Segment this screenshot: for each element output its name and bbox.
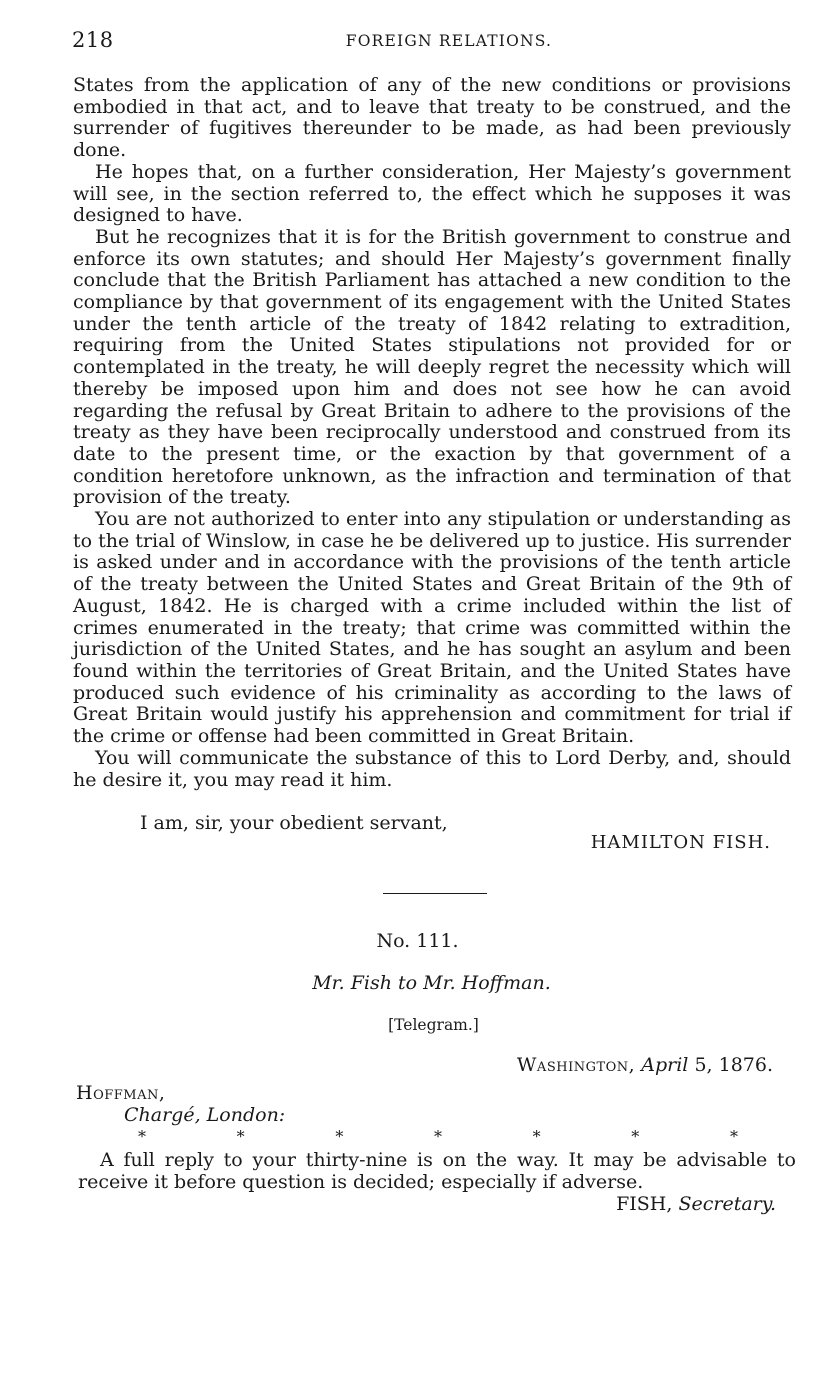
asterisk: * — [532, 1127, 541, 1146]
addressee-name: Hoffman, — [76, 1082, 166, 1104]
ellipsis-asterisks — [138, 1127, 738, 1147]
page-header — [72, 28, 790, 58]
letter-paragraph: He hopes that, on a further consideration, Her Majesty’s government will see, in the section referred to, the effect which he supposes it was designed to have. — [73, 160, 791, 227]
asterisk: * — [335, 1127, 344, 1146]
asterisk: * — [433, 1127, 442, 1146]
letter-body — [73, 75, 791, 791]
section-divider — [383, 893, 487, 894]
asterisk: * — [138, 1127, 146, 1146]
dateline-month: April — [641, 1054, 689, 1076]
document-number: No. 111. — [376, 930, 459, 952]
dateline — [517, 1054, 773, 1076]
page-number: 218 — [72, 28, 114, 52]
telegram-signature — [616, 1193, 776, 1215]
letter-signature: HAMILTON FISH. — [590, 832, 771, 853]
letter-closing: I am, sir, your obedient servant, — [140, 812, 448, 834]
letter-paragraph: You will communicate the substance of this to Lord Derby, and, should he desire it, you may read it him. — [73, 746, 791, 791]
letter-paragraph: You are not authorized to enter into any stipulation or understanding as to the trial of Winslow, in case he be delivered up to justice. His surrender is asked under and in accordance with the provisions of the tenth article of the treaty between the United States and Great Britain of the 9th of August, 1842. He is charged with a crime included within the list of crimes enumerated in the treaty; that crime was committed within the jurisdiction of the United States, and he has sought an asylum and been found within the territories of Great Britain, and the United States have produced such evidence of his criminality as according to the laws of Great Britain would justify his apprehension and commitment for trial if the crime or offense had been committed in Great Britain. — [73, 508, 791, 748]
telegram-message: A full reply to your thirty-nine is on the way. It may be advisable to receive it before question is decided; especially if adverse. — [78, 1149, 796, 1193]
document-title: Mr. Fish to Mr. Hoffman. — [312, 972, 551, 994]
letter-paragraph-continued: States from the application of any of the new conditions or provisions embodied in that act, and to leave that treaty to be construed, and the surrender of fugitives thereunder to be made, as had been previously done. — [73, 74, 791, 162]
signature-name: FISH, — [616, 1193, 673, 1215]
asterisk: * — [236, 1127, 245, 1146]
letter-paragraph: But he recognizes that it is for the British government to construe and enforce its own statutes; and should Her Majesty’s government finally conclude that the British Parliament has attached a new condition to the compliance by that government of its engagement with the United States under the tenth article of the treaty of 1842 relating to extradition, requiring from the United States stipulations not provided for or contemplated in the treaty, he will deeply regret the necessity which will thereby be imposed upon him and does not see how he can avoid regarding the refusal by Great Britain to adhere to the provisions of the treaty as they have been reciprocally understood and construed from its date to the present time, or the exaction by that government of a condition heretofore unknown, as the infraction and termination of that provision of the treaty. — [73, 225, 791, 509]
running-head: FOREIGN RELATIONS. — [345, 32, 553, 50]
dateline-date: 5, 1876. — [694, 1054, 773, 1076]
asterisk: * — [729, 1127, 738, 1146]
dateline-place: Washington, — [516, 1054, 636, 1076]
asterisk: * — [631, 1127, 640, 1146]
addressee-title: Chargé, London: — [124, 1104, 286, 1126]
document-type: [Telegram.] — [388, 1016, 479, 1034]
signature-title: Secretary. — [678, 1193, 776, 1215]
telegram-body — [78, 1150, 796, 1193]
